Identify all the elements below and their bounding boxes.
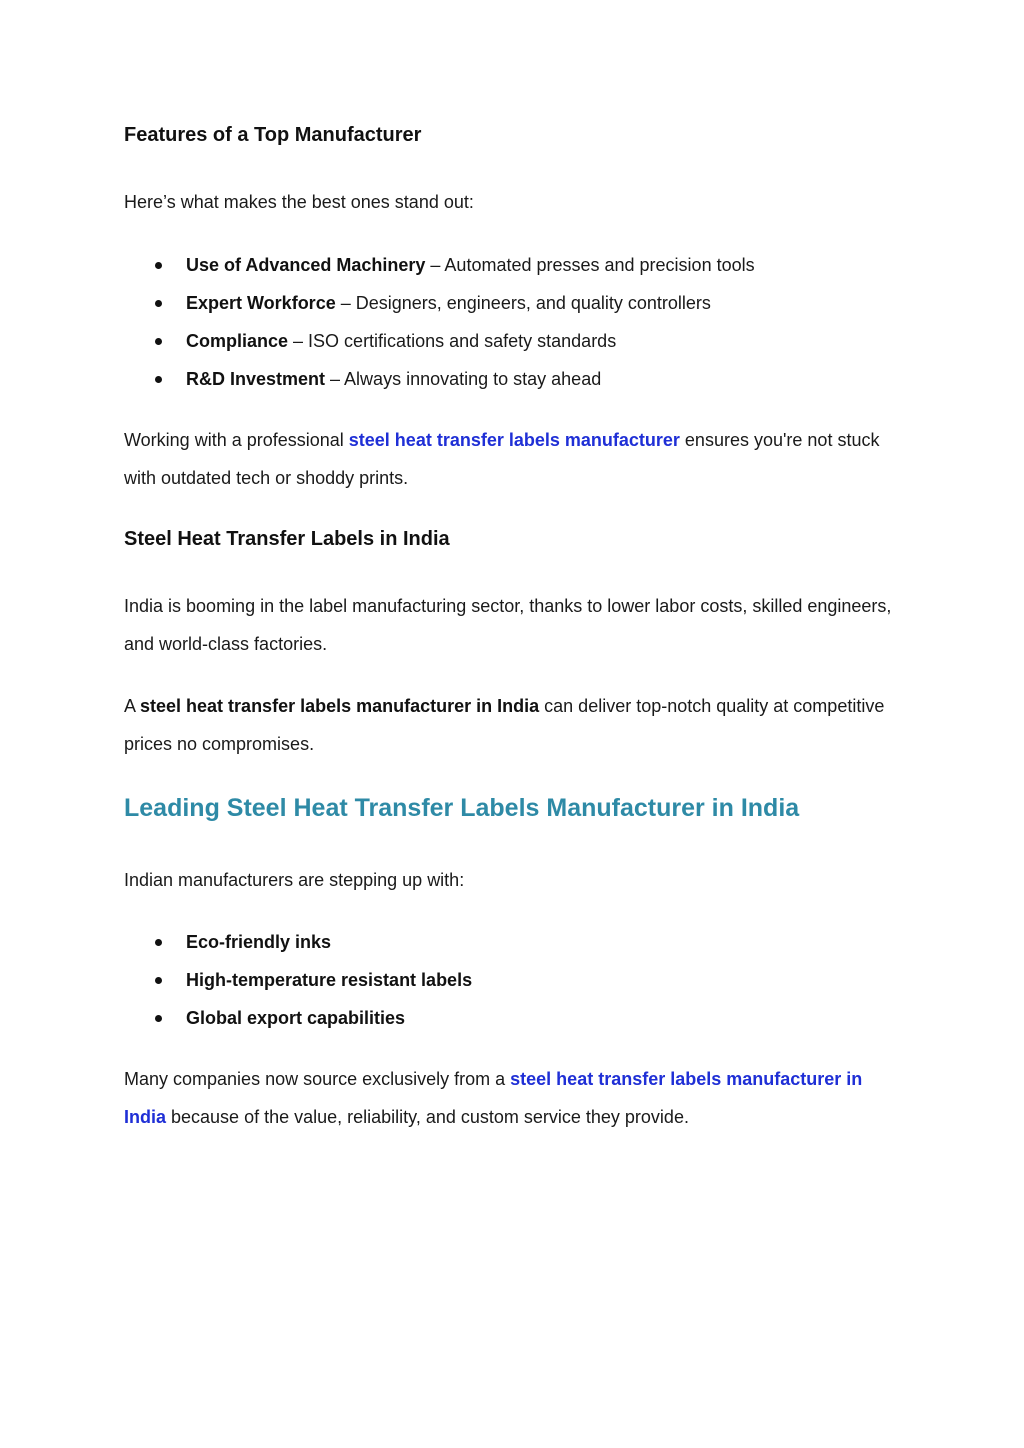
manufacturer-link[interactable]: steel heat transfer labels manufacturer: [348, 430, 680, 450]
list-item-title: R&D Investment: [186, 369, 326, 389]
section-heading-india: Steel Heat Transfer Labels in India: [124, 528, 450, 550]
list-item-title: High-temperature resistant labels: [186, 970, 473, 990]
list-item-title: Eco-friendly inks: [186, 932, 332, 952]
list-item: [124, 284, 755, 322]
bullet-icon: [155, 338, 162, 345]
list-item-text: – Automated presses and precision tools: [425, 255, 755, 275]
leading-paragraph: Many companies now source exclusively from a steel heat transfer labels manufacturer in India because of the value, reliability, and custom service they provide.: [124, 1069, 863, 1127]
features-list: [124, 246, 755, 398]
list-item-text: – Designers, engineers, and quality controllers: [335, 293, 711, 313]
bullet-icon: [155, 977, 162, 984]
section-heading-features: Features of a Top Manufacturer: [124, 124, 422, 146]
list-item-title: Use of Advanced Machinery: [186, 255, 426, 275]
list-item: [124, 246, 755, 284]
list-item-title: Expert Workforce: [186, 293, 336, 313]
list-item-text: – Always innovating to stay ahead: [325, 369, 602, 389]
india-paragraph-1: India is booming in the label manufacturing sector, thanks to lower labor costs, skilled engineers, and world-class factories.: [124, 596, 892, 654]
capabilities-list: [124, 923, 472, 1037]
bullet-icon: [155, 262, 162, 269]
features-intro: Here’s what makes the best ones stand out:: [124, 192, 474, 212]
leading-intro: Indian manufacturers are stepping up with:: [124, 870, 465, 890]
list-item: [124, 999, 472, 1037]
list-item-text: – ISO certifications and safety standards: [288, 331, 617, 351]
list-item-title: Global export capabilities: [186, 1008, 406, 1028]
section-heading-leading: Leading Steel Heat Transfer Labels Manufacturer in India: [124, 794, 800, 822]
manufacturer-india-link[interactable]: steel heat transfer labels manufacturer in India: [124, 1069, 863, 1127]
bullet-icon: [155, 300, 162, 307]
bullet-icon: [155, 939, 162, 946]
india-paragraph-2: A steel heat transfer labels manufacturer in India can deliver top-notch quality at competitive prices no compromises.: [124, 696, 885, 754]
list-item-title: Compliance: [186, 331, 289, 351]
list-item: [124, 961, 472, 999]
list-item: [124, 923, 472, 961]
list-item: [124, 360, 755, 398]
bullet-icon: [155, 376, 162, 383]
bold-phrase: steel heat transfer labels manufacturer in India: [140, 696, 540, 716]
features-paragraph: Working with a professional steel heat transfer labels manufacturer ensures you're not stuck with outdated tech or shoddy prints.: [124, 430, 880, 488]
bullet-icon: [155, 1015, 162, 1022]
list-item: [124, 322, 755, 360]
